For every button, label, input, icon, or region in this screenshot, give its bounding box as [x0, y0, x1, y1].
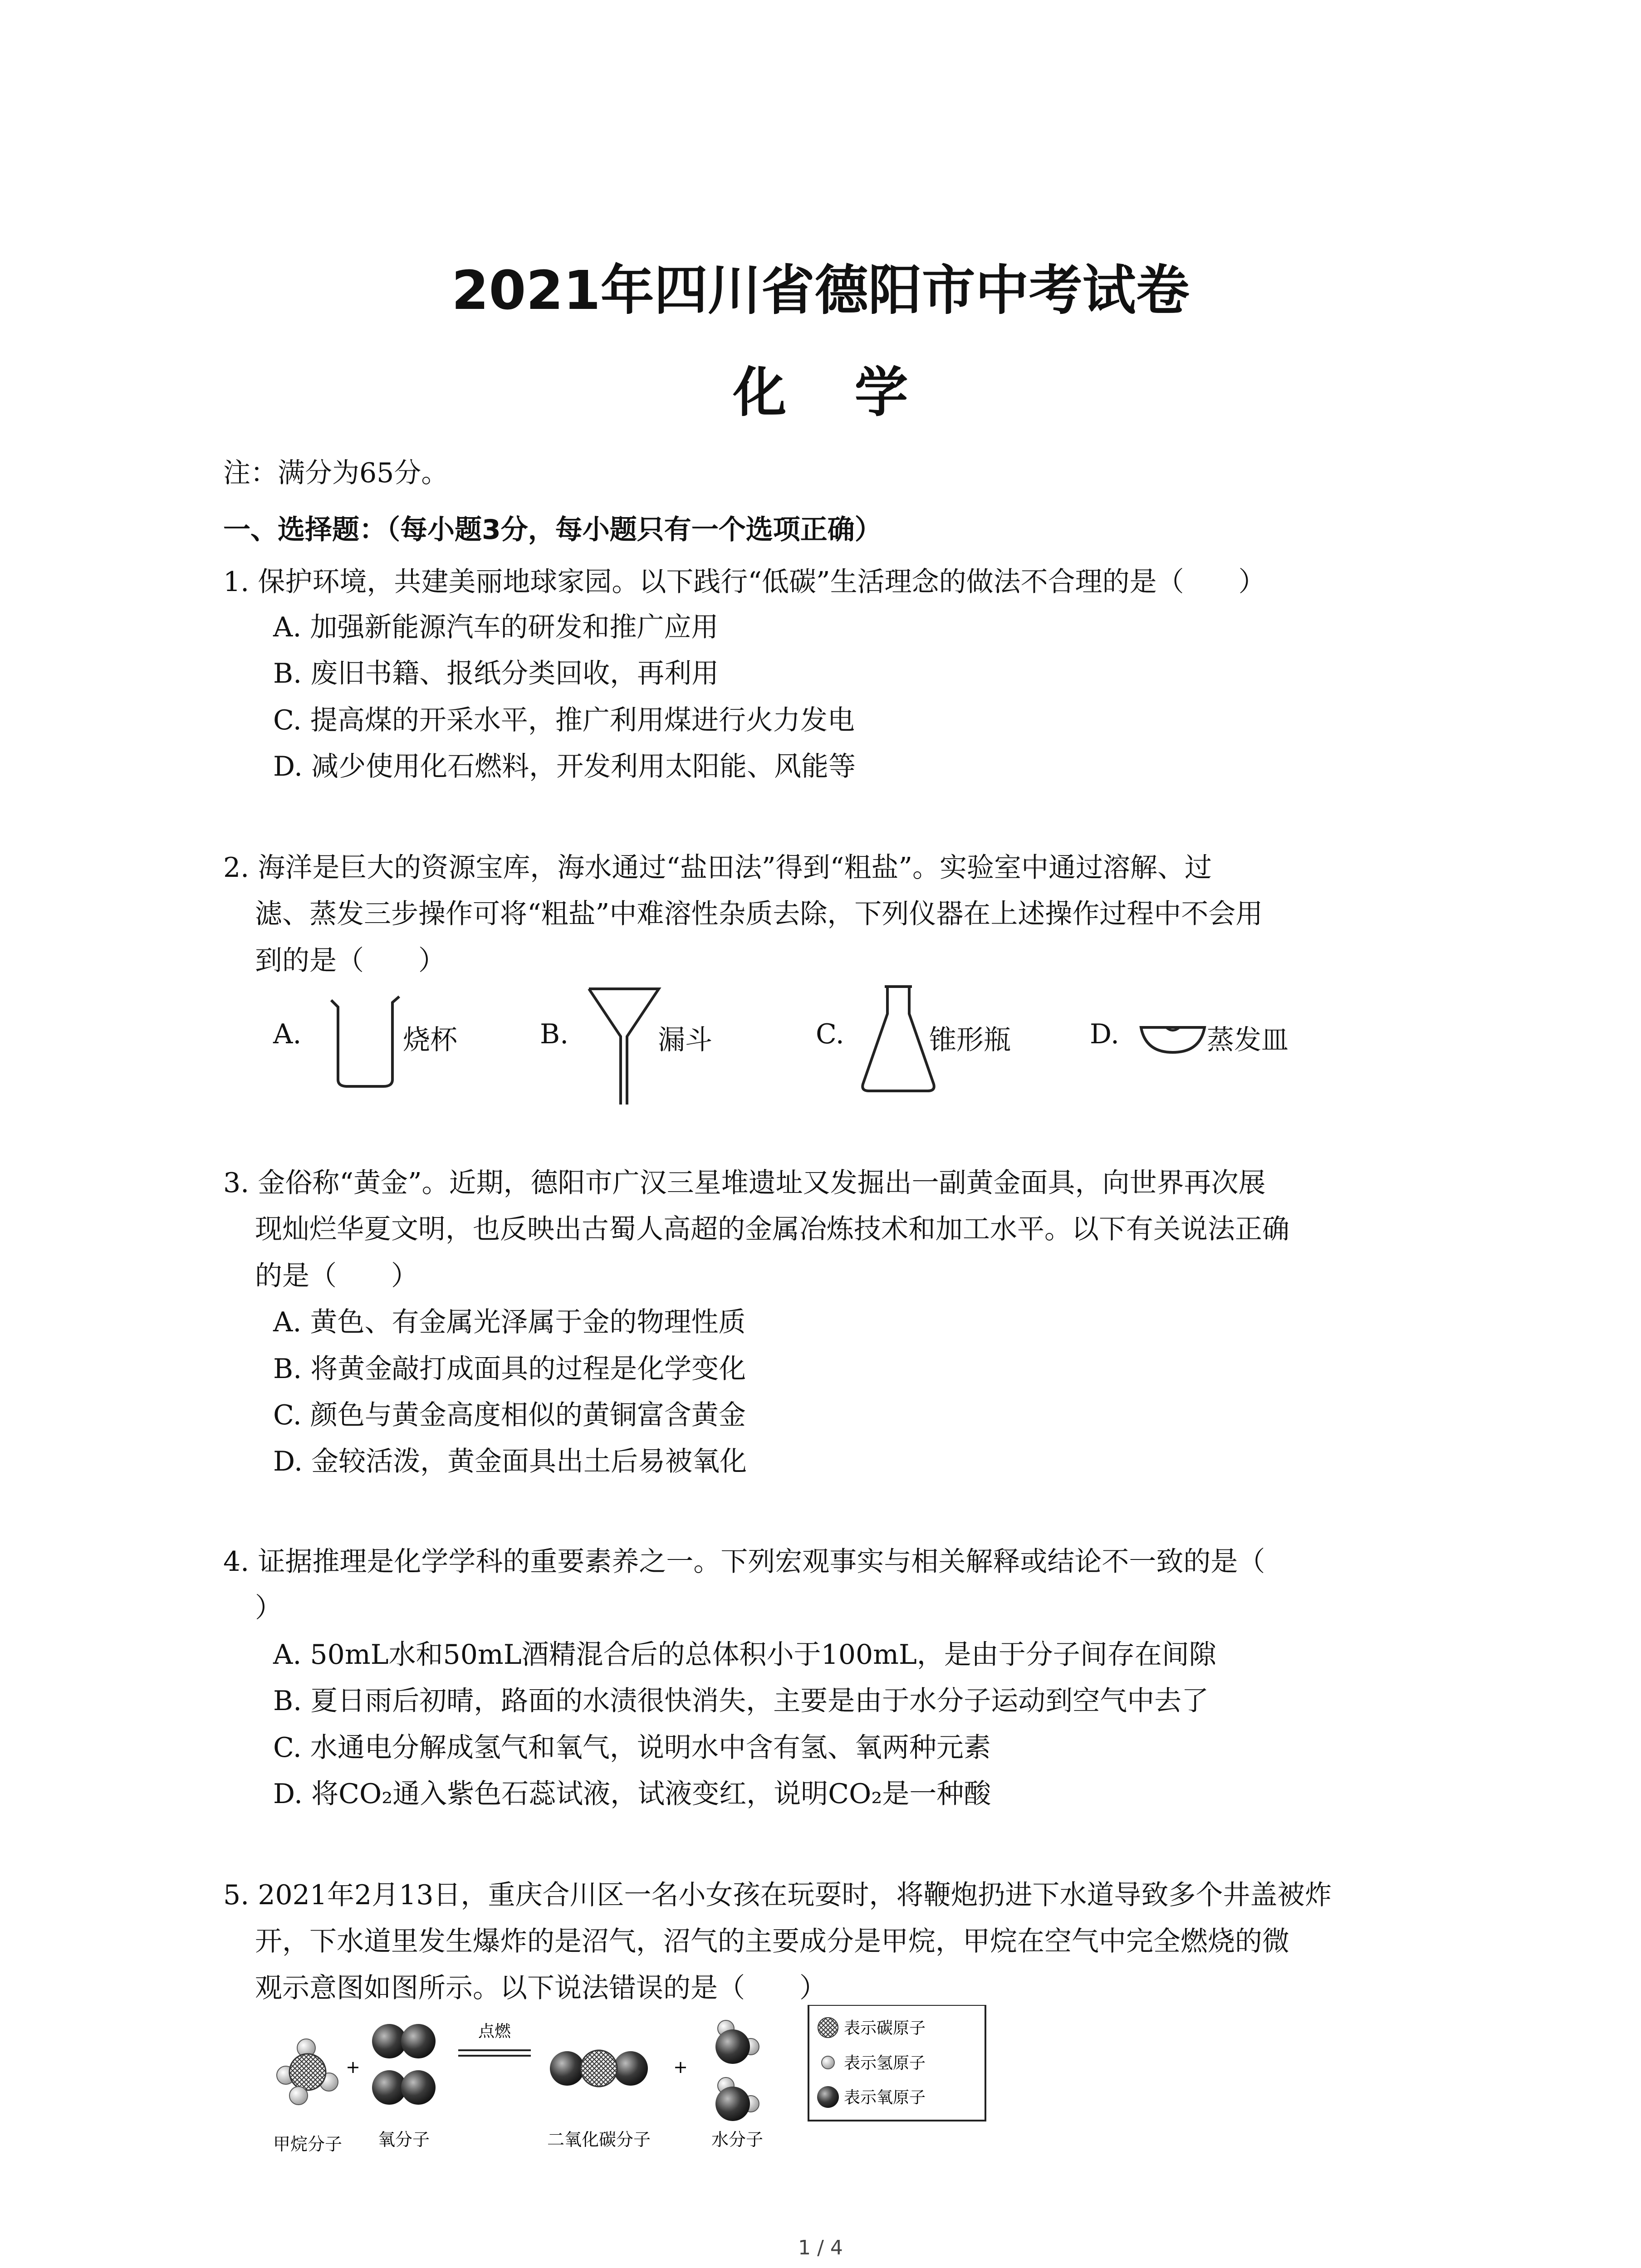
- legend-oxygen: 表示氧原子: [844, 2088, 926, 2107]
- question-1-option-a: A. 加强新能源汽车的研发和推广应用: [273, 611, 719, 643]
- label-carbon-dioxide: 二氧化碳分子: [547, 2130, 651, 2150]
- question-2-option-c-name: 锥形瓶: [929, 1024, 1011, 1056]
- question-4-option-d: D. 将CO₂通入紫色石蕊试液，试液变红，说明CO₂是一种酸: [273, 1778, 991, 1810]
- legend-hydrogen: 表示氢原子: [844, 2054, 926, 2072]
- question-2-option-a-letter: A.: [273, 1018, 302, 1050]
- question-2-option-b-letter: B.: [540, 1018, 569, 1050]
- page-number: 1 / 4: [798, 2236, 843, 2259]
- question-2-option-b-name: 漏斗: [658, 1024, 712, 1056]
- atom-legend: [808, 2005, 985, 2121]
- funnel-icon: [585, 984, 662, 1107]
- question-3-option-d: D. 金较活泼，黄金面具出土后易被氧化: [273, 1446, 747, 1477]
- plus-sign-2: +: [673, 2057, 688, 2077]
- exam-title: 2021年四川省德阳市中考试卷: [451, 259, 1190, 322]
- question-1-option-b: B. 废旧书籍、报纸分类回收，再利用: [273, 658, 719, 689]
- question-5-stem-line-2: 开，下水道里发生爆炸的是沼气，沼气的主要成分是甲烷，甲烷在空气中完全燃烧的微: [255, 1926, 1289, 1957]
- plus-sign-1: +: [346, 2057, 360, 2077]
- water-molecules: [715, 2020, 759, 2121]
- methane-combustion-diagram: [254, 2005, 989, 2177]
- score-note: 注：满分为65分。: [223, 457, 449, 489]
- section-heading: 一、选择题：（每小题3分，每小题只有一个选项正确）: [223, 514, 882, 546]
- question-3-option-b: B. 将黄金敲打成面具的过程是化学变化: [273, 1353, 746, 1385]
- question-2-stem-line-2: 滤、蒸发三步操作可将“粗盐”中难溶性杂质去除，下列仪器在上述操作过程中不会用: [255, 898, 1263, 930]
- evaporating-dish-icon: [1139, 1021, 1207, 1057]
- question-5-stem-line-3: 观示意图如图所示。以下说法错误的是（ ）: [255, 1972, 827, 2004]
- question-2-stem-line-1: 2. 海洋是巨大的资源宝库，海水通过“盐田法”得到“粗盐”。实验室中通过溶解、过: [223, 852, 1212, 884]
- question-2-stem-line-3: 到的是（ ）: [255, 945, 446, 977]
- question-3-stem-line-1: 3. 金俗称“黄金”。近期，德阳市广汉三星堆遗址又发掘出一副黄金面具，向世界再次展: [223, 1167, 1266, 1199]
- reaction-condition: 点燃: [478, 2022, 511, 2041]
- question-4-option-b: B. 夏日雨后初晴，路面的水渍很快消失，主要是由于水分子运动到空气中去了: [273, 1685, 1209, 1717]
- question-3-stem-line-3: 的是（ ）: [255, 1260, 418, 1292]
- conical-flask-icon: [857, 982, 939, 1095]
- question-4-option-c: C. 水通电分解成氢气和氧气，说明水中含有氢、氧两种元素: [273, 1732, 991, 1764]
- question-2-option-d-name: 蒸发皿: [1207, 1024, 1288, 1056]
- subject-title: 化学: [733, 361, 976, 424]
- question-1-stem: 1. 保护环境，共建美丽地球家园。以下践行“低碳”生活理念的做法不合理的是（ ）: [223, 566, 1266, 598]
- question-4-stem-line-1: 4. 证据推理是化学学科的重要素养之一。下列宏观事实与相关解释或结论不一致的是（: [223, 1546, 1265, 1578]
- question-2-option-d-letter: D.: [1090, 1018, 1120, 1050]
- methane-molecule: [277, 2039, 338, 2105]
- question-2-option-c-letter: C.: [816, 1018, 844, 1050]
- carbon-dioxide-molecule: [550, 2050, 648, 2087]
- question-2-option-a-name: 烧杯: [403, 1024, 457, 1056]
- question-1-option-d: D. 减少使用化石燃料，开发利用太阳能、风能等: [273, 751, 856, 782]
- question-4-option-a: A. 50mL水和50mL酒精混合后的总体积小于100mL，是由于分子间存在间隙: [273, 1639, 1216, 1671]
- question-3-option-a: A. 黄色、有金属光泽属于金的物理性质: [273, 1306, 746, 1338]
- legend-carbon: 表示碳原子: [844, 2019, 926, 2038]
- oxygen-molecules: [372, 2024, 436, 2105]
- beaker-icon: [327, 991, 404, 1091]
- question-1-option-c: C. 提高煤的开采水平，推广利用煤进行火力发电: [273, 704, 855, 736]
- question-3-option-c: C. 颜色与黄金高度相似的黄铜富含黄金: [273, 1399, 746, 1431]
- question-5-stem-line-1: 5. 2021年2月13日，重庆合川区一名小女孩在玩耍时，将鞭炮扔进下水道导致多个井盖被炸: [223, 1879, 1332, 1911]
- question-3-stem-line-2: 现灿烂华夏文明，也反映出古蜀人高超的金属冶炼技术和加工水平。以下有关说法正确: [255, 1213, 1289, 1245]
- question-4-stem-line-2: ）: [255, 1592, 282, 1624]
- label-water: 水分子: [711, 2130, 764, 2150]
- label-methane: 甲烷分子: [273, 2134, 343, 2154]
- label-oxygen: 氧分子: [377, 2130, 430, 2150]
